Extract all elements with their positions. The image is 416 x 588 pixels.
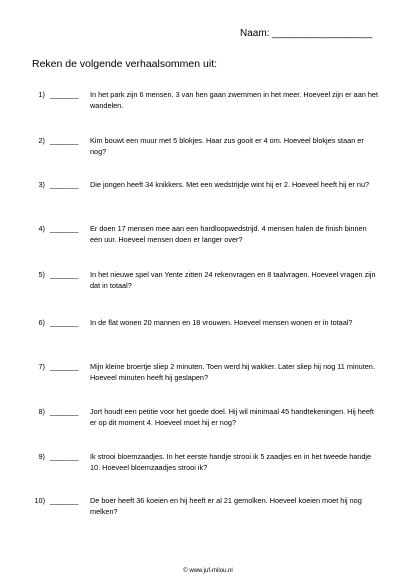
answer-blank: _______	[50, 362, 79, 371]
answer-blank: _______	[50, 90, 79, 99]
question-number: 9)	[38, 452, 45, 461]
question-number: 2)	[38, 136, 45, 145]
answer-blank: _______	[50, 180, 79, 189]
answer-blank: _______	[50, 452, 79, 461]
answer-blank: _______	[50, 496, 79, 505]
answer-blank: _______	[50, 270, 79, 279]
footer-copyright: © www.juf-milou.nl	[183, 568, 233, 574]
instruction-heading: Reken de volgende verhaalsommen uit:	[32, 58, 218, 70]
question-text: In de flat wonen 20 mannen en 18 vrouwen. Hoeveel mensen wonen er in totaal?	[90, 318, 353, 327]
question-number: 8)	[38, 407, 45, 416]
answer-blank: _______	[50, 407, 79, 416]
question-number: 1)	[38, 90, 45, 99]
question-text: Kim bouwt een muur met 5 blokjes. Haar zus gooit er 4 om. Hoeveel blokjes staan er nog?	[90, 136, 364, 156]
question-number: 10)	[34, 496, 45, 505]
question-number: 7)	[38, 362, 45, 371]
question-text: Jort houdt een petitie voor het goede doel. Hij wil minimaal 45 handtekeningen. Hij heeft er op dit moment 4. Hoeveel moet hij er nog?	[90, 407, 374, 427]
answer-blank: _______	[50, 224, 79, 233]
answer-blank: _______	[50, 318, 79, 327]
question-number: 6)	[38, 318, 45, 327]
question-number: 4)	[38, 224, 45, 233]
question-text: Die jongen heeft 34 knikkers. Met een wedstrijdje wint hij er 2. Hoeveel heeft hij er nu?	[90, 180, 370, 189]
answer-blank: _______	[50, 136, 79, 145]
question-text: Ik strooi bloemzaadjes. In het eerste handje strooi ik 5 zaadjes en in het tweede handje 10. Hoeveel bloemzaadjes strooi ik?	[90, 452, 372, 472]
question-text: In het nieuwe spel van Yente zitten 24 rekenvragen en 8 taalvragen. Hoeveel vragen zijn dat in totaal?	[90, 270, 376, 290]
question-number: 5)	[38, 270, 45, 279]
question-text: De boer heeft 36 koeien en hij heeft er al 21 gemolken. Hoeveel koeien moet hij nog melken?	[90, 496, 362, 516]
question-text: Mijn kleine broertje sliep 2 minuten. Toen werd hij wakker. Later sliep hij nog 11 minuten. Hoeveel minuten heeft hij geslapen?	[90, 362, 375, 382]
question-text: In het park zijn 6 mensen. 3 van hen gaan zwemmen in het meer. Hoeveel zijn er aan het wandelen.	[90, 90, 378, 110]
name-field-label: Naam: __________________	[240, 28, 373, 39]
question-text: Er doen 17 mensen mee aan een hardloopwedstrijd. 4 mensen halen de finish binnen een uur. Hoeveel mensen doen er langer over?	[90, 224, 367, 244]
question-number: 3)	[38, 180, 45, 189]
